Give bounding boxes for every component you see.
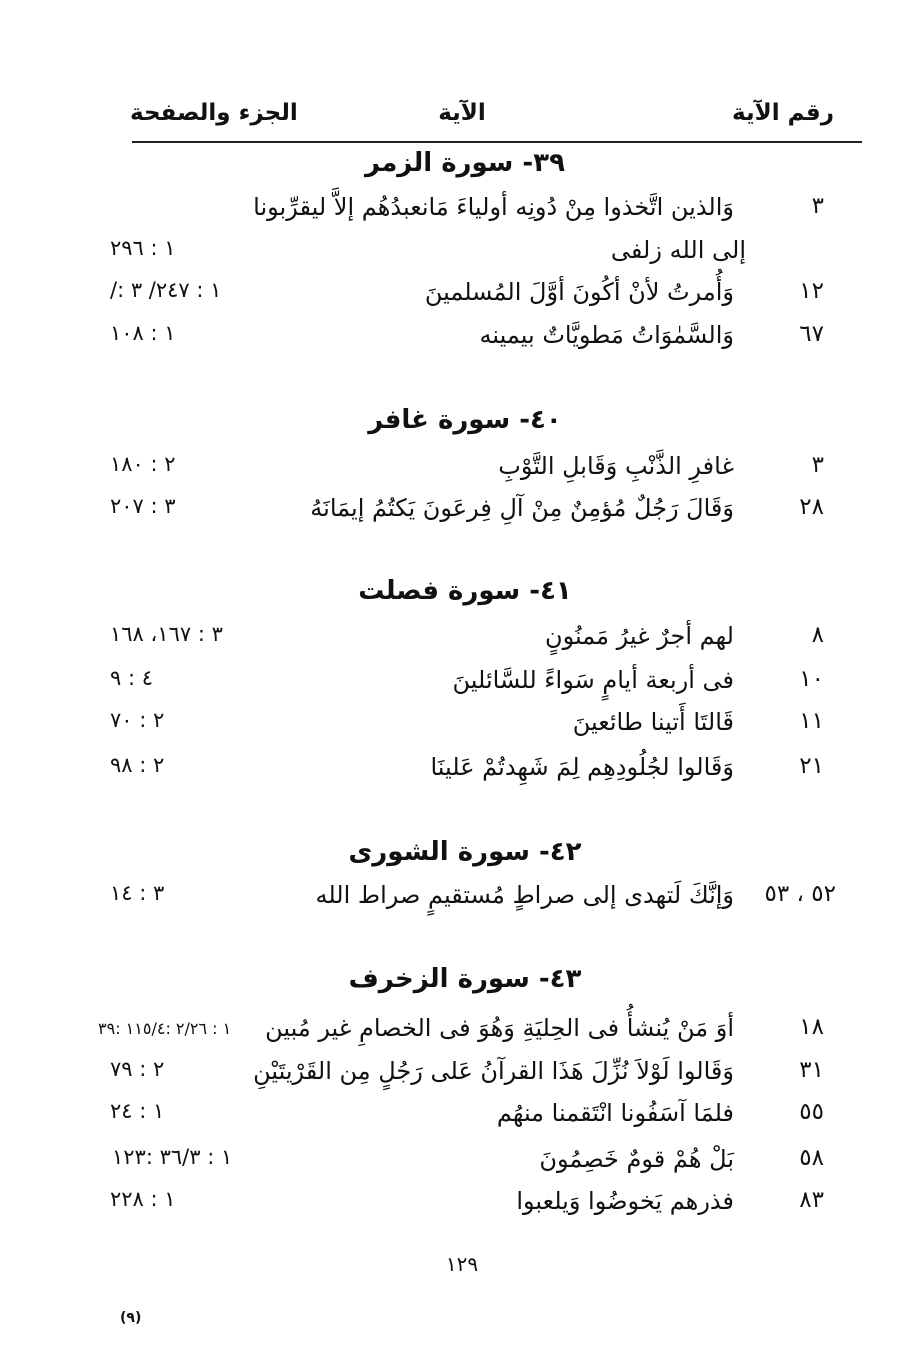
- ayah-number: ٣١: [799, 1057, 824, 1083]
- ayah-ref: ٣ : ١٦٧، ١٦٨: [110, 622, 223, 646]
- ayah-text: وَقَالوا لَوْلاَ نُزِّلَ هَذَا القرآنُ عَلى رَجُلٍ مِن القَرْيتَيْنِ: [253, 1057, 734, 1085]
- header-part-page: الجزء والصفحة: [130, 100, 298, 126]
- surah-title: ٣٩- سورة الزمر: [365, 148, 565, 178]
- ayah-text: فى أربعة أيامٍ سَواءً للسَّائلينَ: [452, 666, 734, 694]
- ayah-ref: ٢ : ٧٠: [110, 708, 165, 732]
- ayah-text: وَالسَّمٰوَاتُ مَطويَّاتٌ بيمينه: [479, 321, 734, 349]
- ayah-number: ٢١: [799, 753, 824, 779]
- table-row: [0, 1099, 924, 1135]
- ayah-ref: ١ : ٢٢٨: [110, 1187, 176, 1211]
- table-row: [0, 666, 924, 702]
- table-row: [0, 622, 924, 658]
- ayah-ref: ٣ : ١٤: [110, 881, 165, 905]
- page-number: ١٢٩: [445, 1252, 479, 1276]
- table-row: [0, 236, 924, 272]
- ayah-number: ٨: [811, 622, 824, 648]
- table-row: [0, 193, 924, 229]
- ayah-ref: ٢ : ١٨٠: [110, 452, 176, 476]
- ayah-ref: ١ : ٢٩٦: [110, 236, 176, 260]
- ayah-text: وَإنَّكَ لَتهدى إلى صراطٍ مُستقيمٍ صراط الله: [315, 881, 734, 909]
- signature-mark: (٩): [120, 1310, 142, 1326]
- ayah-ref: ٤ : ٩: [110, 666, 153, 690]
- ayah-text: فلمَا آسَفُونا انْتَقمنا منهُم: [496, 1099, 734, 1127]
- ayah-text: لهم أجرٌ غيرُ مَمنُونٍ: [544, 622, 734, 650]
- ayah-text: فذرهم يَخوضُوا وَيلعبوا: [516, 1187, 734, 1215]
- table-row: [0, 321, 924, 357]
- ayah-number: ٨٣: [799, 1187, 824, 1213]
- table-row: [0, 881, 924, 917]
- ayah-number: ١٠: [799, 666, 824, 692]
- ayah-text: قَالتَا أَتينا طائعينَ: [572, 708, 734, 736]
- surah-title: ٤٣- سورة الزخرف: [348, 964, 582, 994]
- table-row: [0, 494, 924, 530]
- surah-title: ٤٢- سورة الشورى: [348, 837, 582, 867]
- header-rule: [132, 141, 862, 143]
- ayah-ref: ٢ : ٩٨: [110, 753, 165, 777]
- ayah-number: ٢٨: [799, 494, 824, 520]
- table-row: [0, 1014, 924, 1050]
- ayah-number: ٥٥: [799, 1099, 824, 1125]
- header-ayah-number: رقم الآية: [732, 100, 834, 126]
- ayah-number: ٣: [811, 193, 824, 219]
- ayah-number: ٦٧: [799, 321, 824, 347]
- surah-title: ٤٠- سورة غافر: [368, 405, 562, 435]
- ayah-text: وَالذين اتَّخذوا مِنْ دُونِه أولياءَ مَانعبدُهُم إلاَّ ليقرِّبونا: [253, 193, 734, 221]
- ayah-text: وَأُمرتُ لأنْ أكُونَ أوَّلَ المُسلمينَ: [424, 278, 734, 306]
- surah-title: ٤١- سورة فصلت: [358, 576, 572, 606]
- table-row: [0, 708, 924, 744]
- ayah-ref: ١ : ١٠٨: [110, 321, 176, 345]
- ayah-text: وَقَالوا لجُلُودِهِم لِمَ شَهِدتُمْ عَلينَا: [430, 753, 734, 781]
- ayah-number: ١٢: [799, 278, 824, 304]
- table-row: [0, 278, 924, 314]
- ayah-ref: ١ : ٢/٢٦ :١١٥/٤ :٣٩: [98, 1019, 232, 1038]
- ayah-ref: ٣ : ٢٠٧: [110, 494, 176, 518]
- table-row: [0, 1187, 924, 1223]
- ayah-text: إلى الله زلفى: [610, 236, 746, 264]
- ayah-number: ٥٨: [799, 1145, 824, 1171]
- table-row: [0, 753, 924, 789]
- table-row: [0, 452, 924, 488]
- ayah-text: وَقَالَ رَجُلٌ مُؤمِنٌ مِنْ آلِ فِرعَونَ يَكتُمُ إيمَانَهُ: [310, 494, 734, 522]
- ayah-ref: ١ : ٢٤: [110, 1099, 165, 1123]
- ayah-number: ١١: [799, 708, 824, 734]
- ayah-number: ٥٢ ، ٥٣: [764, 881, 836, 907]
- ayah-number: ١٨: [799, 1014, 824, 1040]
- ayah-ref: ١ : ٣٦/٣ :١٢٣: [112, 1145, 233, 1169]
- ayah-text: أوَ مَنْ يُنشأُ فى الحِليَةِ وَهُوَ فى الخصامِ غير مُبين: [265, 1014, 734, 1042]
- ayah-number: ٣: [811, 452, 824, 478]
- table-row: [0, 1057, 924, 1093]
- ayah-text: غافرِ الذَّنْبِ وَقَابلِ التَّوْبِ: [498, 452, 734, 480]
- header-ayah: الآية: [438, 100, 486, 126]
- ayah-ref: ١ : ٢٤٧/ ٣ :/: [110, 278, 222, 302]
- table-row: [0, 1145, 924, 1181]
- ayah-text: بَلْ هُمْ قومٌ خَصِمُونَ: [539, 1145, 734, 1173]
- ayah-ref: ٢ : ٧٩: [110, 1057, 165, 1081]
